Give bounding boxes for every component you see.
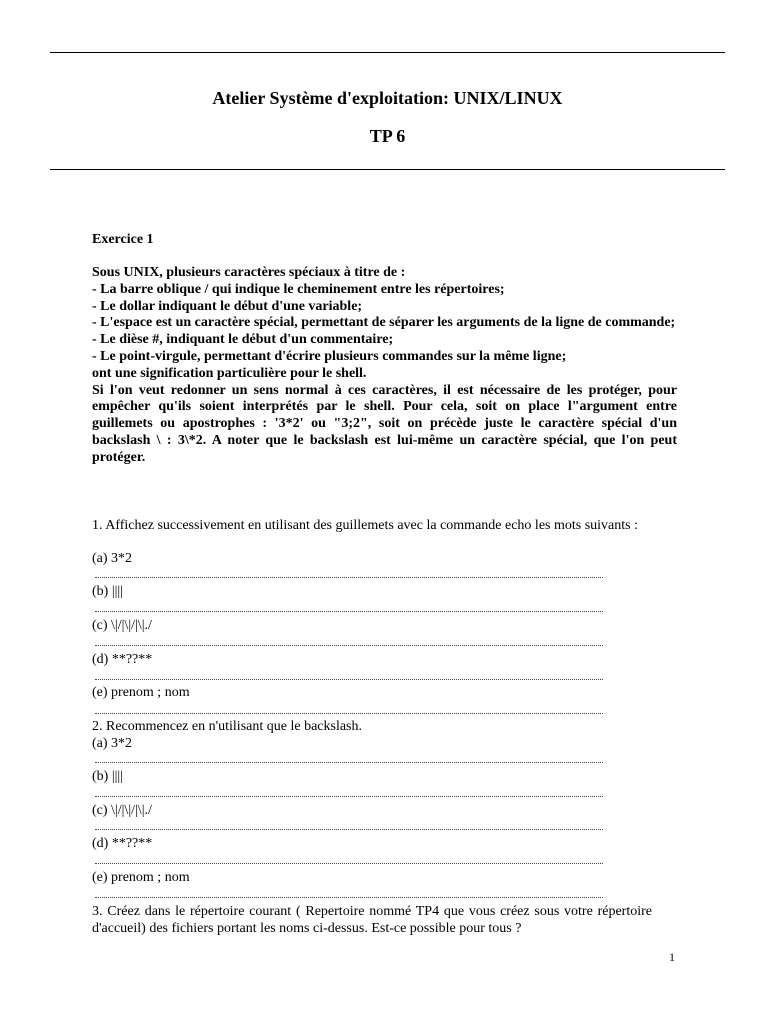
q2-item-d: (d) **??** bbox=[92, 836, 153, 851]
intro-line: - Le point-virgule, permettant d'écrire plusieurs commandes sur la même ligne; bbox=[92, 348, 567, 364]
answer-line bbox=[95, 762, 603, 763]
question-2: 2. Recommencez en n'utilisant que le backslash. bbox=[92, 719, 362, 734]
q1-item-d: (d) **??** bbox=[92, 652, 153, 667]
answer-line bbox=[95, 863, 603, 864]
answer-line bbox=[95, 796, 603, 797]
intro-line: - Le dièse #, indiquant le début d'un commentaire; bbox=[92, 332, 394, 348]
intro-line: - L'espace est un caractère spécial, permettant de séparer les arguments de la ligne de commande; bbox=[92, 315, 676, 331]
question-3: 3. Créez dans le répertoire courant ( Repertoire nommé TP4 que vous créez sous votre répertoire d'accueil) des fichiers portant les noms ci-dessus. Est-ce possible pour tous ? bbox=[92, 904, 652, 936]
intro-line: Sous UNIX, plusieurs caractères spéciaux à titre de : bbox=[92, 265, 406, 280]
q2-item-c: (c) \|/|\|/|\|./ bbox=[92, 803, 152, 818]
q1-item-a: (a) 3*2 bbox=[92, 551, 133, 566]
answer-line bbox=[95, 679, 603, 680]
q1-item-e: (e) prenom ; nom bbox=[92, 685, 190, 700]
answer-line bbox=[95, 713, 603, 714]
answer-line bbox=[95, 611, 603, 612]
page-number: 1 bbox=[669, 950, 675, 964]
header-top-rule bbox=[50, 52, 725, 53]
answer-line bbox=[95, 829, 603, 830]
q1-item-b: (b) |||| bbox=[92, 584, 124, 599]
intro-line: - Le dollar indiquant le début d'une variable; bbox=[92, 298, 363, 314]
exercise-intro bbox=[92, 265, 677, 467]
document-subtitle: TP 6 bbox=[369, 126, 406, 146]
exercise-heading: Exercice 1 bbox=[92, 232, 154, 247]
q2-item-e: (e) prenom ; nom bbox=[92, 870, 190, 885]
answer-line bbox=[95, 645, 603, 646]
question-1: 1. Affichez successivement en utilisant des guillemets avec la commande echo les mots suivants : bbox=[92, 518, 638, 533]
q2-item-b: (b) |||| bbox=[92, 769, 124, 784]
q2-item-a: (a) 3*2 bbox=[92, 736, 133, 751]
answer-line bbox=[95, 897, 603, 898]
intro-line: ont une signification particulière pour le shell. bbox=[92, 365, 367, 381]
document-title: Atelier Système d'exploitation: UNIX/LINUX bbox=[212, 88, 563, 108]
intro-paragraph: Si l'on veut redonner un sens normal à ces caractères, il est nécessaire de les protéger, pour empêcher qu'ils soient interprétés par le shell. Pour cela, soit on place l"argument entre guillemets ou apostrophes : '3*2' ou "3;2", soit on précède juste le caractère spécial d'un backslash \ : 3\*2. A noter que le backslash est lui-même un caractère spécial, que l'on peut protéger. bbox=[92, 382, 677, 465]
header-bottom-rule bbox=[50, 169, 725, 170]
answer-line bbox=[95, 577, 603, 578]
intro-line: - La barre oblique / qui indique le cheminement entre les répertoires; bbox=[92, 281, 505, 297]
q1-item-c: (c) \|/|\|/|\|./ bbox=[92, 618, 152, 633]
